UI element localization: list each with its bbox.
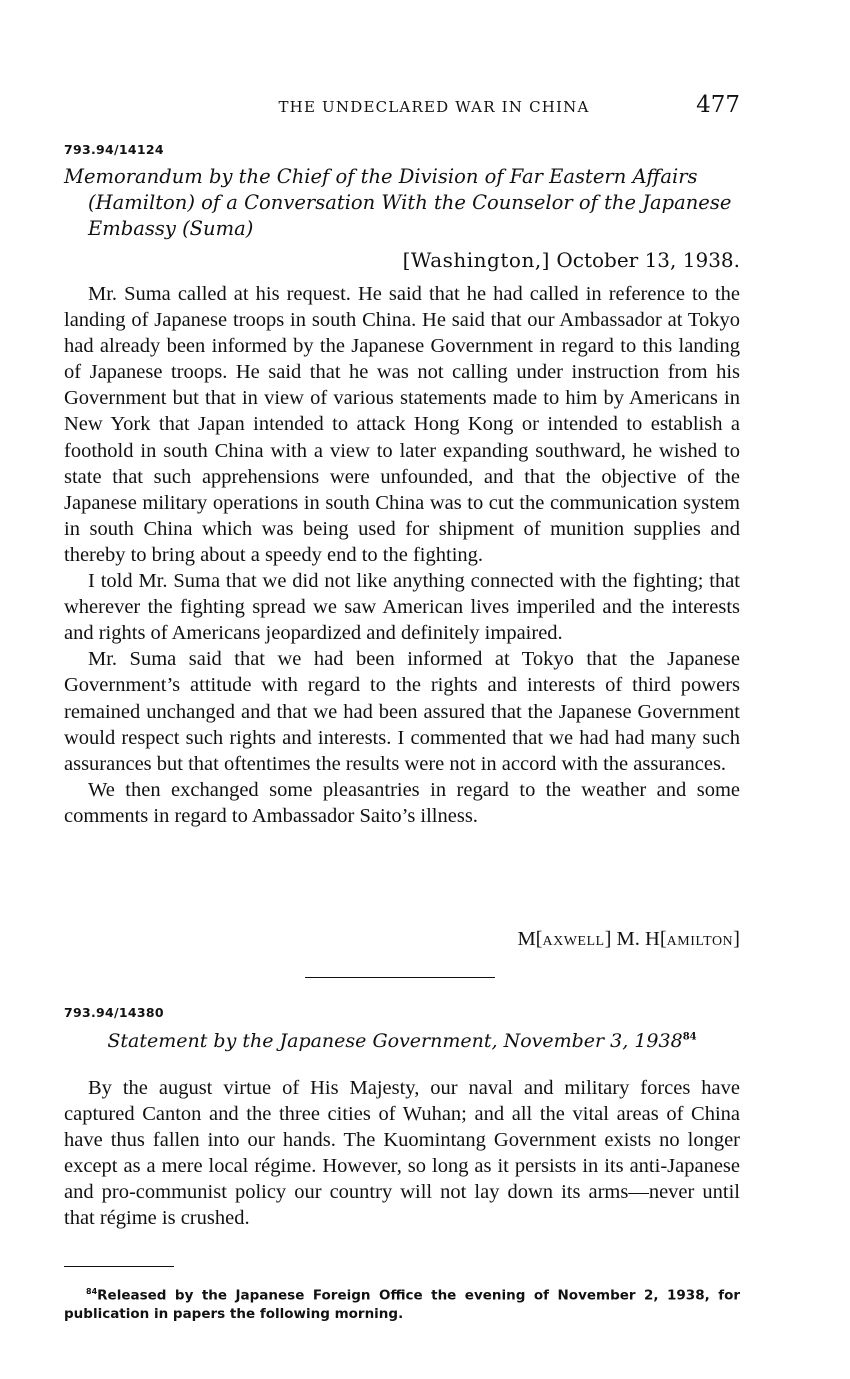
footnote [64,1283,740,1323]
paragraph: I told Mr. Suma that we did not like anything connected with the fighting; that wherever the fighting spread we saw American lives imperiled and the interests and rights of Americans jeopardized and definitely impaired. [64,570,740,645]
title-line-3: Embassy (Suma) [88,217,254,240]
footnote-rule [64,1266,174,1267]
page-number: 477 [696,92,740,118]
running-title: THE UNDECLARED WAR IN CHINA [278,98,590,116]
paragraph: Mr. Suma called at his request. He said that he had called in reference to the landing of Japanese troops in south China. He said that our Ambassador at Tokyo had already been informed by the Japanese Government in regard to this landing of Japanese troops. He said that he was not calling under instruction from his Government but that in view of various statements made to him by Americans in New York that Japan intended to attack Hong Kong or intended to establish a foothold in south China with a view to later expanding southward, he wished to state that such apprehensions were unfounded, and that the objective of the Japanese military operations in south China was to cut the communication system in south China which was being used for shipment of munition supplies and thereby to bring about a speedy end to the fighting. [64,283,740,566]
paragraph: By the august virtue of His Majesty, our naval and military forces have captured Canton and the three cities of Wuhan; and all the vital areas of China have thus fallen into our hands. The Kuomintang Government exists no longer except as a mere local régime. However, so long as it persists in its anti-Japanese and pro-communist policy our country will not lay down its arms—never until that régime is crushed. [64,1077,740,1230]
title-line-2: (Hamilton) of a Conversation With the Counselor of the Japanese [88,191,732,214]
file-number-1: 793.94/14124 [64,142,164,157]
statement-title [64,1030,740,1052]
paragraph: Mr. Suma said that we had been informed at Tokyo that the Japanese Government’s attitude with regard to the rights and interests of third powers remained unchanged and that we had been assured that the Japanese Government would respect such rights and interests. I commented that we had had many such assurances but that oftentimes the results were not in accord with the assurances. [64,648,740,775]
dateline-date: October 13, 1938. [556,248,740,272]
dateline-place: [Washington,] [402,248,550,272]
statement-body [64,1075,740,1232]
footnote-mark: 84 [86,1287,98,1296]
file-number-2: 793.94/14380 [64,1005,164,1020]
page-header [64,92,740,124]
paragraph: We then exchanged some pleasantries in regard to the weather and some comments in regard to Ambassador Saito’s illness. [64,778,740,827]
dateline [64,248,740,272]
footnote-reference: 84 [682,1031,697,1043]
section-divider [305,977,495,978]
title-line-1: Memorandum by the Chief of the Division of Far Eastern Affairs [64,165,698,188]
footnote-text: Released by the Japanese Foreign Office the evening of November 2, 1938, for publication in papers the following morning. [64,1287,740,1322]
signature: M[AXWELL] M. H[AMILTON] [517,928,740,950]
statement-title-text: Statement by the Japanese Government, November 3, 1938 [107,1030,683,1052]
memorandum-title [64,164,740,242]
memorandum-body [64,281,740,829]
